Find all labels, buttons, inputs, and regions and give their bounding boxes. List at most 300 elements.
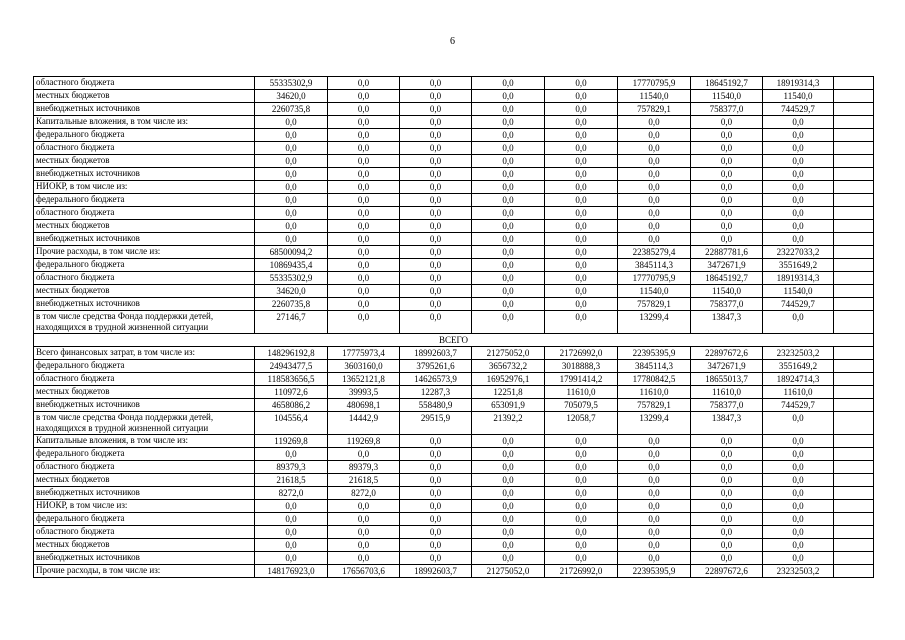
row-label: областного бюджета	[34, 373, 255, 386]
value-cell: 3603160,0	[328, 360, 400, 373]
table-row	[34, 500, 874, 513]
value-cell: 0,0	[328, 103, 400, 116]
empty-cell	[834, 116, 874, 129]
table-body-lower	[34, 347, 874, 578]
value-cell: 0,0	[328, 259, 400, 272]
value-cell: 0,0	[328, 116, 400, 129]
value-cell: 0,0	[545, 539, 618, 552]
value-cell: 0,0	[691, 220, 763, 233]
value-cell: 0,0	[400, 513, 472, 526]
value-cell: 14626573,9	[400, 373, 472, 386]
value-cell: 0,0	[255, 513, 328, 526]
value-cell: 0,0	[763, 311, 834, 334]
value-cell: 0,0	[545, 513, 618, 526]
value-cell: 18992603,7	[400, 565, 472, 578]
value-cell: 0,0	[400, 77, 472, 90]
value-cell: 17775973,4	[328, 347, 400, 360]
value-cell: 0,0	[618, 155, 691, 168]
value-cell: 13652121,8	[328, 373, 400, 386]
page-number: 6	[450, 36, 455, 47]
value-cell: 0,0	[545, 155, 618, 168]
value-cell: 0,0	[763, 461, 834, 474]
value-cell: 0,0	[472, 90, 545, 103]
empty-cell	[834, 435, 874, 448]
value-cell: 0,0	[691, 435, 763, 448]
value-cell: 0,0	[618, 168, 691, 181]
value-cell: 21618,5	[255, 474, 328, 487]
row-label: местных бюджетов	[34, 285, 255, 298]
value-cell: 0,0	[691, 487, 763, 500]
value-cell: 0,0	[472, 246, 545, 259]
value-cell: 0,0	[400, 233, 472, 246]
row-label: внебюджетных источников	[34, 487, 255, 500]
value-cell: 0,0	[255, 539, 328, 552]
value-cell: 0,0	[691, 168, 763, 181]
value-cell: 0,0	[328, 155, 400, 168]
value-cell: 11610,0	[545, 386, 618, 399]
value-cell: 0,0	[691, 181, 763, 194]
value-cell: 0,0	[472, 181, 545, 194]
value-cell: 0,0	[472, 129, 545, 142]
value-cell: 0,0	[328, 90, 400, 103]
value-cell: 0,0	[400, 142, 472, 155]
value-cell: 0,0	[618, 461, 691, 474]
row-label: внебюджетных источников	[34, 233, 255, 246]
value-cell: 758377,0	[691, 399, 763, 412]
value-cell: 18655013,7	[691, 373, 763, 386]
value-cell: 0,0	[400, 272, 472, 285]
value-cell: 17656703,6	[328, 565, 400, 578]
table-row	[34, 142, 874, 155]
row-label: федерального бюджета	[34, 513, 255, 526]
value-cell: 0,0	[545, 194, 618, 207]
value-cell: 0,0	[472, 435, 545, 448]
value-cell: 0,0	[328, 246, 400, 259]
value-cell: 0,0	[763, 207, 834, 220]
value-cell: 0,0	[400, 103, 472, 116]
row-label: Прочие расходы, в том числе из:	[34, 565, 255, 578]
value-cell: 0,0	[763, 448, 834, 461]
row-label: областного бюджета	[34, 526, 255, 539]
value-cell: 0,0	[328, 552, 400, 565]
table-row	[34, 311, 874, 334]
value-cell: 0,0	[763, 220, 834, 233]
value-cell: 744529,7	[763, 298, 834, 311]
table-row	[34, 272, 874, 285]
value-cell: 0,0	[763, 513, 834, 526]
value-cell: 18645192,7	[691, 272, 763, 285]
row-label: федерального бюджета	[34, 194, 255, 207]
value-cell: 3845114,3	[618, 259, 691, 272]
value-cell: 0,0	[328, 311, 400, 334]
value-cell: 18992603,7	[400, 347, 472, 360]
table-row	[34, 373, 874, 386]
value-cell: 0,0	[691, 461, 763, 474]
value-cell: 3018888,3	[545, 360, 618, 373]
value-cell: 0,0	[618, 526, 691, 539]
value-cell: 18645192,7	[691, 77, 763, 90]
empty-cell	[834, 181, 874, 194]
empty-cell	[834, 552, 874, 565]
value-cell: 148176923,0	[255, 565, 328, 578]
row-label: НИОКР, в том числе из:	[34, 181, 255, 194]
row-label: местных бюджетов	[34, 386, 255, 399]
value-cell: 89379,3	[255, 461, 328, 474]
value-cell: 0,0	[618, 474, 691, 487]
value-cell: 0,0	[400, 487, 472, 500]
value-cell: 13299,4	[618, 412, 691, 435]
value-cell: 0,0	[255, 500, 328, 513]
value-cell: 0,0	[400, 500, 472, 513]
value-cell: 21618,5	[328, 474, 400, 487]
section-title: ВСЕГО	[34, 334, 874, 347]
value-cell: 0,0	[255, 129, 328, 142]
value-cell: 0,0	[400, 246, 472, 259]
empty-cell	[834, 487, 874, 500]
value-cell: 11540,0	[618, 285, 691, 298]
value-cell: 0,0	[400, 435, 472, 448]
value-cell: 21275052,0	[472, 565, 545, 578]
value-cell: 0,0	[618, 539, 691, 552]
row-label: областного бюджета	[34, 77, 255, 90]
value-cell: 0,0	[255, 220, 328, 233]
value-cell: 0,0	[545, 298, 618, 311]
value-cell: 16952976,1	[472, 373, 545, 386]
table-row	[34, 155, 874, 168]
value-cell: 18924714,3	[763, 373, 834, 386]
value-cell: 0,0	[545, 90, 618, 103]
row-label: НИОКР, в том числе из:	[34, 500, 255, 513]
value-cell: 3795261,6	[400, 360, 472, 373]
empty-cell	[834, 386, 874, 399]
value-cell: 0,0	[472, 272, 545, 285]
value-cell: 0,0	[328, 142, 400, 155]
value-cell: 0,0	[472, 142, 545, 155]
value-cell: 11540,0	[691, 285, 763, 298]
row-label: Капитальные вложения, в том числе из:	[34, 116, 255, 129]
value-cell: 0,0	[328, 526, 400, 539]
value-cell: 0,0	[400, 155, 472, 168]
value-cell: 744529,7	[763, 103, 834, 116]
value-cell: 104556,4	[255, 412, 328, 435]
table-row	[34, 474, 874, 487]
value-cell: 0,0	[545, 103, 618, 116]
value-cell: 0,0	[400, 285, 472, 298]
empty-cell	[834, 220, 874, 233]
value-cell: 0,0	[763, 155, 834, 168]
value-cell: 23232503,2	[763, 347, 834, 360]
value-cell: 119269,8	[255, 435, 328, 448]
value-cell: 0,0	[328, 194, 400, 207]
value-cell: 0,0	[618, 142, 691, 155]
table-row	[34, 285, 874, 298]
value-cell: 0,0	[328, 77, 400, 90]
value-cell: 27146,7	[255, 311, 328, 334]
value-cell: 0,0	[618, 435, 691, 448]
value-cell: 0,0	[545, 220, 618, 233]
value-cell: 29515,9	[400, 412, 472, 435]
row-label: федерального бюджета	[34, 360, 255, 373]
value-cell: 0,0	[472, 155, 545, 168]
empty-cell	[834, 565, 874, 578]
value-cell: 13847,3	[691, 412, 763, 435]
row-label: внебюджетных источников	[34, 552, 255, 565]
value-cell: 0,0	[618, 207, 691, 220]
empty-cell	[834, 77, 874, 90]
table-row	[34, 207, 874, 220]
value-cell: 0,0	[400, 448, 472, 461]
empty-cell	[834, 373, 874, 386]
value-cell: 0,0	[763, 500, 834, 513]
value-cell: 0,0	[472, 513, 545, 526]
row-label: Всего финансовых затрат, в том числе из:	[34, 347, 255, 360]
value-cell: 0,0	[691, 448, 763, 461]
row-label: областного бюджета	[34, 272, 255, 285]
value-cell: 0,0	[328, 539, 400, 552]
value-cell: 22897672,6	[691, 347, 763, 360]
value-cell: 0,0	[618, 220, 691, 233]
value-cell: 705079,5	[545, 399, 618, 412]
value-cell: 0,0	[472, 103, 545, 116]
value-cell: 0,0	[400, 181, 472, 194]
value-cell: 0,0	[545, 448, 618, 461]
value-cell: 0,0	[691, 142, 763, 155]
value-cell: 4658086,2	[255, 399, 328, 412]
value-cell: 0,0	[618, 181, 691, 194]
value-cell: 3656732,2	[472, 360, 545, 373]
row-label: областного бюджета	[34, 207, 255, 220]
value-cell: 0,0	[545, 487, 618, 500]
table-row	[34, 116, 874, 129]
value-cell: 0,0	[545, 116, 618, 129]
value-cell: 0,0	[472, 526, 545, 539]
value-cell: 0,0	[691, 194, 763, 207]
value-cell: 12058,7	[545, 412, 618, 435]
value-cell: 0,0	[472, 461, 545, 474]
value-cell: 0,0	[545, 435, 618, 448]
value-cell: 0,0	[763, 129, 834, 142]
value-cell: 0,0	[618, 500, 691, 513]
value-cell: 0,0	[400, 461, 472, 474]
table-row	[34, 77, 874, 90]
table-row	[34, 233, 874, 246]
value-cell: 0,0	[763, 194, 834, 207]
empty-cell	[834, 207, 874, 220]
empty-cell	[834, 461, 874, 474]
row-label: внебюджетных источников	[34, 399, 255, 412]
value-cell: 18919314,3	[763, 77, 834, 90]
empty-cell	[834, 285, 874, 298]
row-label: местных бюджетов	[34, 474, 255, 487]
value-cell: 0,0	[255, 181, 328, 194]
row-label: внебюджетных источников	[34, 103, 255, 116]
value-cell: 0,0	[545, 207, 618, 220]
table-row	[34, 539, 874, 552]
value-cell: 0,0	[328, 168, 400, 181]
value-cell: 0,0	[545, 285, 618, 298]
value-cell: 0,0	[545, 181, 618, 194]
value-cell: 0,0	[400, 129, 472, 142]
value-cell: 757829,1	[618, 298, 691, 311]
value-cell: 0,0	[400, 474, 472, 487]
empty-cell	[834, 412, 874, 435]
value-cell: 0,0	[255, 155, 328, 168]
row-label: местных бюджетов	[34, 90, 255, 103]
value-cell: 23232503,2	[763, 565, 834, 578]
table-row	[34, 347, 874, 360]
row-label: Прочие расходы, в том числе из:	[34, 246, 255, 259]
value-cell: 0,0	[472, 168, 545, 181]
value-cell: 0,0	[545, 526, 618, 539]
value-cell: 0,0	[763, 435, 834, 448]
value-cell: 0,0	[400, 526, 472, 539]
value-cell: 21726992,0	[545, 347, 618, 360]
value-cell: 3845114,3	[618, 360, 691, 373]
empty-cell	[834, 168, 874, 181]
table-row	[34, 298, 874, 311]
value-cell: 0,0	[328, 448, 400, 461]
table-body-upper	[34, 77, 874, 334]
value-cell: 0,0	[545, 311, 618, 334]
value-cell: 22395395,9	[618, 347, 691, 360]
value-cell: 3551649,2	[763, 360, 834, 373]
table-row	[34, 168, 874, 181]
value-cell: 0,0	[472, 539, 545, 552]
value-cell: 0,0	[255, 526, 328, 539]
value-cell: 10869435,4	[255, 259, 328, 272]
value-cell: 757829,1	[618, 399, 691, 412]
table-row	[34, 412, 874, 435]
value-cell: 24943477,5	[255, 360, 328, 373]
value-cell: 0,0	[328, 220, 400, 233]
value-cell: 0,0	[691, 116, 763, 129]
row-label: внебюджетных источников	[34, 168, 255, 181]
empty-cell	[834, 347, 874, 360]
value-cell: 17770795,9	[618, 77, 691, 90]
empty-cell	[834, 500, 874, 513]
empty-cell	[834, 272, 874, 285]
value-cell: 39993,5	[328, 386, 400, 399]
value-cell: 0,0	[400, 259, 472, 272]
value-cell: 0,0	[763, 412, 834, 435]
value-cell: 0,0	[545, 233, 618, 246]
value-cell: 2260735,8	[255, 103, 328, 116]
table-row	[34, 487, 874, 500]
value-cell: 0,0	[472, 116, 545, 129]
value-cell: 22897672,6	[691, 565, 763, 578]
value-cell: 0,0	[618, 552, 691, 565]
value-cell: 0,0	[545, 168, 618, 181]
value-cell: 21726992,0	[545, 565, 618, 578]
value-cell: 0,0	[255, 116, 328, 129]
empty-cell	[834, 474, 874, 487]
value-cell: 22385279,4	[618, 246, 691, 259]
value-cell: 744529,7	[763, 399, 834, 412]
row-label: федерального бюджета	[34, 259, 255, 272]
value-cell: 11540,0	[763, 90, 834, 103]
table-row	[34, 181, 874, 194]
value-cell: 0,0	[472, 298, 545, 311]
row-label: Капитальные вложения, в том числе из:	[34, 435, 255, 448]
value-cell: 17780842,5	[618, 373, 691, 386]
value-cell: 0,0	[691, 500, 763, 513]
empty-cell	[834, 399, 874, 412]
value-cell: 0,0	[472, 311, 545, 334]
value-cell: 0,0	[472, 500, 545, 513]
value-cell: 0,0	[328, 207, 400, 220]
value-cell: 0,0	[545, 552, 618, 565]
value-cell: 14442,9	[328, 412, 400, 435]
value-cell: 55335302,9	[255, 77, 328, 90]
empty-cell	[834, 539, 874, 552]
value-cell: 0,0	[691, 155, 763, 168]
value-cell: 0,0	[255, 233, 328, 246]
value-cell: 0,0	[255, 168, 328, 181]
value-cell: 0,0	[400, 207, 472, 220]
value-cell: 0,0	[400, 311, 472, 334]
value-cell: 757829,1	[618, 103, 691, 116]
table-row	[34, 461, 874, 474]
value-cell: 0,0	[545, 77, 618, 90]
value-cell: 0,0	[328, 513, 400, 526]
value-cell: 3551649,2	[763, 259, 834, 272]
value-cell: 0,0	[400, 168, 472, 181]
value-cell: 34620,0	[255, 285, 328, 298]
empty-cell	[834, 155, 874, 168]
value-cell: 0,0	[328, 233, 400, 246]
value-cell: 758377,0	[691, 298, 763, 311]
table-row	[34, 448, 874, 461]
value-cell: 0,0	[545, 500, 618, 513]
empty-cell	[834, 360, 874, 373]
empty-cell	[834, 259, 874, 272]
value-cell: 0,0	[255, 552, 328, 565]
value-cell: 0,0	[763, 474, 834, 487]
empty-cell	[834, 103, 874, 116]
table-row	[34, 129, 874, 142]
value-cell: 0,0	[691, 129, 763, 142]
value-cell: 0,0	[691, 526, 763, 539]
value-cell: 0,0	[545, 142, 618, 155]
value-cell: 0,0	[255, 142, 328, 155]
table-row	[34, 220, 874, 233]
row-label: местных бюджетов	[34, 155, 255, 168]
value-cell: 0,0	[400, 194, 472, 207]
row-label: областного бюджета	[34, 461, 255, 474]
table-row	[34, 386, 874, 399]
value-cell: 653091,9	[472, 399, 545, 412]
value-cell: 13847,3	[691, 311, 763, 334]
value-cell: 758377,0	[691, 103, 763, 116]
value-cell: 0,0	[691, 552, 763, 565]
value-cell: 68500094,2	[255, 246, 328, 259]
value-cell: 0,0	[400, 298, 472, 311]
empty-cell	[834, 194, 874, 207]
value-cell: 0,0	[691, 513, 763, 526]
table-row	[34, 103, 874, 116]
value-cell: 34620,0	[255, 90, 328, 103]
value-cell: 0,0	[545, 272, 618, 285]
value-cell: 23227033,2	[763, 246, 834, 259]
value-cell: 0,0	[472, 448, 545, 461]
row-label: местных бюджетов	[34, 220, 255, 233]
empty-cell	[834, 526, 874, 539]
value-cell: 22887781,6	[691, 246, 763, 259]
value-cell: 8272,0	[328, 487, 400, 500]
table-row	[34, 399, 874, 412]
row-label: федерального бюджета	[34, 129, 255, 142]
value-cell: 0,0	[472, 285, 545, 298]
